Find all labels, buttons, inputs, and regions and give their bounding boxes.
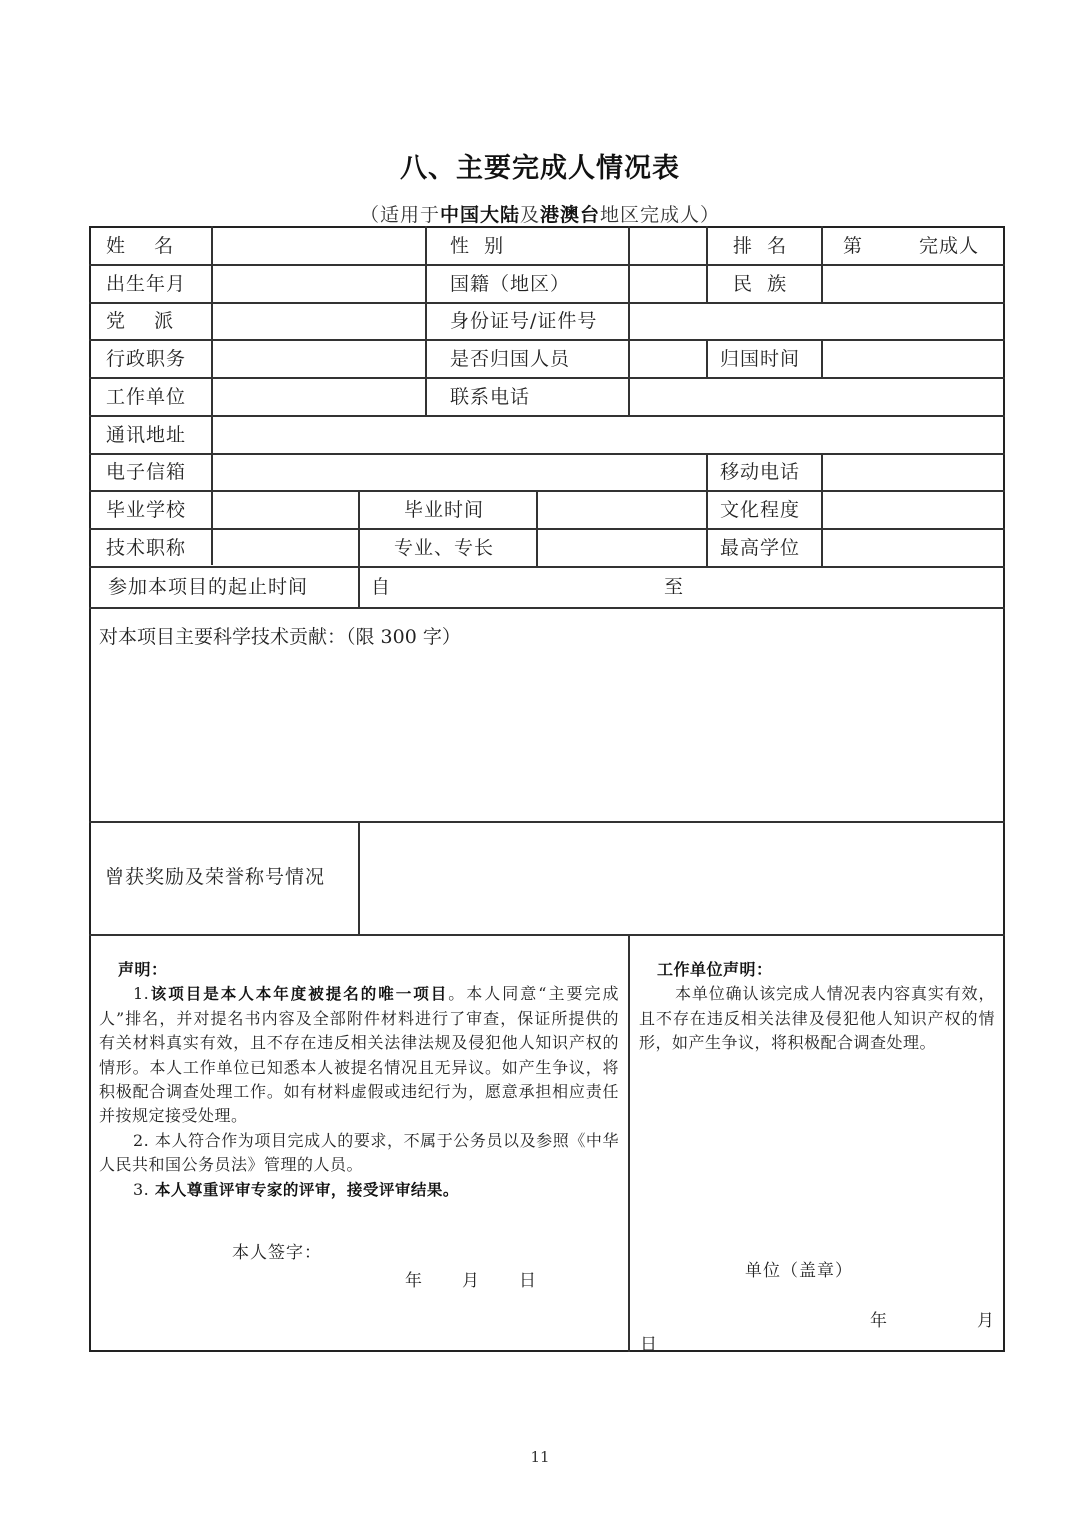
label-returnee: 是否归国人员 — [450, 348, 571, 370]
subtitle-hmt: 港澳台 — [540, 204, 601, 226]
label-phone: 联系电话 — [450, 386, 531, 408]
col-line — [628, 934, 630, 1352]
declaration-p1-num: 1. — [133, 984, 150, 1004]
label-name: 姓 名 — [106, 235, 175, 257]
row-line — [89, 607, 1005, 609]
sign-day: 日 — [519, 1271, 537, 1291]
page-subtitle — [0, 200, 1080, 227]
label-nationality: 国籍（地区） — [450, 273, 571, 295]
label-degree: 最高学位 — [720, 537, 801, 559]
col-line — [821, 226, 823, 302]
unit-declaration-text: 本单位确认该完成人情况表内容真实有效，且不存在违反相关法律及侵犯他人知识产权的情形，如产生争议，将积极配合调查处理。 — [639, 984, 995, 1053]
subtitle-and: 及 — [519, 204, 540, 226]
declaration-p3-bold: 本人尊重评审专家的评审，接受评审结果。 — [154, 1180, 459, 1199]
unit-seal-label: 单位（盖章） — [745, 1261, 853, 1281]
label-awards: 曾获奖励及荣誉称号情况 — [105, 866, 326, 888]
label-from: 自 — [371, 576, 392, 598]
label-tech-title: 技术职称 — [106, 537, 187, 559]
page-title: 八、主要完成人情况表 — [400, 153, 680, 184]
unit-declaration — [639, 958, 995, 1056]
unit-month: 月 — [977, 1311, 995, 1331]
declaration-p3-num: 3. — [133, 1179, 150, 1199]
signature-label: 本人签字： — [232, 1243, 322, 1263]
row-line — [89, 490, 1005, 492]
row-line — [89, 934, 1005, 936]
subtitle-mainland: 中国大陆 — [439, 204, 520, 226]
sign-year: 年 — [405, 1271, 423, 1291]
label-return-time: 归国时间 — [720, 348, 801, 370]
label-admin-post: 行政职务 — [106, 348, 187, 370]
unit-year: 年 — [870, 1311, 888, 1331]
col-line — [425, 226, 427, 415]
label-party: 党 派 — [106, 310, 175, 332]
rank-suffix: 完成人 — [919, 235, 980, 257]
rank-prefix: 第 — [843, 235, 864, 257]
sign-month: 月 — [462, 1271, 480, 1291]
declaration-heading: 声明： — [118, 960, 168, 979]
label-birth: 出生年月 — [106, 273, 187, 295]
col-line — [821, 453, 823, 566]
declaration-p1-bold: 该项目是本人本年度被提名的唯一项目 — [149, 985, 449, 1004]
label-ethnicity: 民 族 — [733, 273, 788, 295]
label-address: 通讯地址 — [106, 424, 187, 446]
label-mobile: 移动电话 — [720, 461, 801, 483]
col-line — [358, 821, 360, 934]
row-line — [89, 528, 1005, 530]
row-line — [89, 415, 1005, 417]
declaration-p2: 2. 本人符合作为项目完成人的要求，不属于公务员以及参照《中华人民共和国公务员法》管理的人员。 — [99, 1130, 619, 1175]
label-work-unit: 工作单位 — [106, 386, 187, 408]
label-id-number: 身份证号/证件号 — [450, 310, 598, 332]
col-line — [358, 490, 360, 607]
label-contribution: 对本项目主要科学技术贡献：（限 300 字） — [99, 626, 461, 648]
label-email: 电子信箱 — [106, 461, 187, 483]
label-to: 至 — [664, 576, 685, 598]
row-line — [89, 453, 1005, 455]
label-grad-time: 毕业时间 — [404, 499, 485, 521]
label-gender: 性 别 — [450, 235, 505, 257]
col-line — [706, 339, 708, 377]
label-rank: 排 名 — [733, 235, 788, 257]
personal-declaration — [99, 958, 619, 1202]
subtitle-open: （适用于 — [359, 204, 440, 226]
declaration-p1-text: 。本人同意“主要完成人”排名，并对提名书内容及全部附件材料进行了审查，保证所提供的有关材料真实有效，且不存在违反相关法律法规及侵犯他人知识产权的情形。本人工作单位已知悉本人被提名情况且无异议。如产生争议，将积极配合调查处理工作。如有材料虚假或违纪行为，愿意承担相应责任并按规定接受处理。 — [99, 984, 619, 1126]
label-education: 文化程度 — [720, 499, 801, 521]
col-line — [706, 226, 708, 302]
col-line — [821, 339, 823, 377]
col-line — [628, 226, 630, 415]
label-specialty: 专业、专长 — [394, 537, 495, 559]
row-line — [89, 821, 1005, 823]
col-line — [211, 226, 213, 565]
label-school: 毕业学校 — [106, 499, 187, 521]
label-participation: 参加本项目的起止时间 — [108, 576, 309, 598]
col-line — [536, 490, 538, 566]
page-number: 11 — [530, 1448, 550, 1466]
unit-declaration-heading: 工作单位声明： — [657, 960, 773, 979]
subtitle-close: 地区完成人） — [600, 204, 721, 226]
unit-day: 日 — [640, 1335, 658, 1355]
col-line — [706, 453, 708, 566]
